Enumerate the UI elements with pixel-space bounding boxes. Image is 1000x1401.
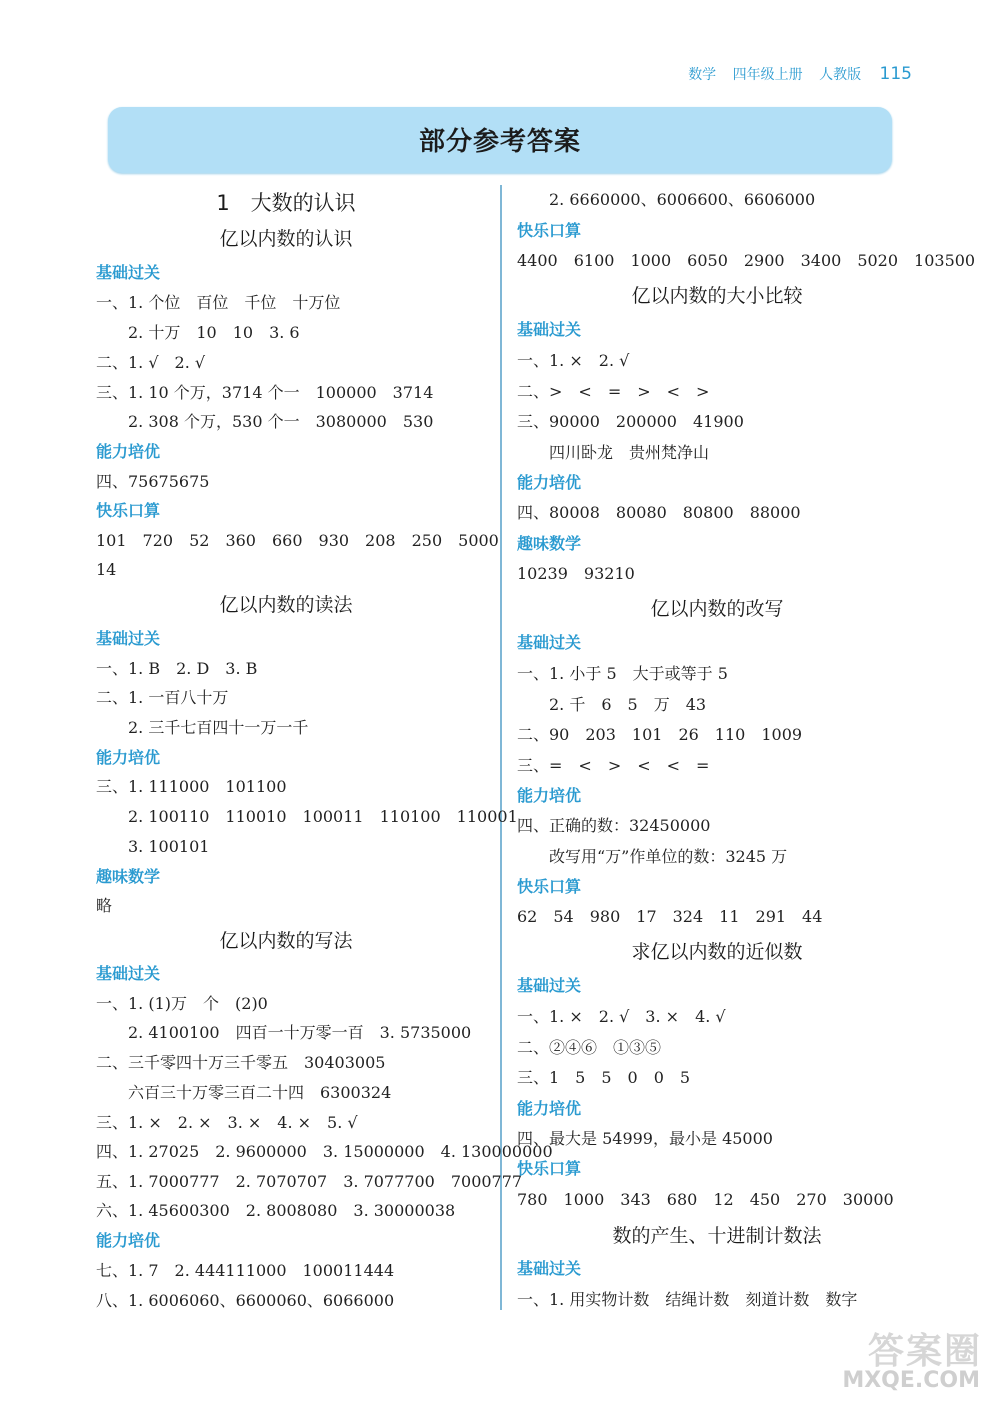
section-heading: 快乐口算 [517, 877, 582, 896]
answer-line: 四、1. 27025 2. 9600000 3. 15000000 4. 130000000 [96, 1142, 553, 1161]
answer-line: 一、1. × 2. √ 3. × 4. √ [517, 1007, 726, 1026]
section-heading: 基础过关 [96, 263, 161, 282]
answer-line: 780 1000 343 680 12 450 270 30000 [517, 1190, 894, 1209]
answer-line: 2. 十万 10 10 3. 6 [128, 323, 300, 342]
answer-line: 四、正确的数：32450000 [517, 816, 711, 835]
answer-line: 2. 三千七百四十一万一千 [128, 718, 309, 737]
answer-line: 10239 93210 [517, 564, 635, 583]
page-title: 部分参考答案 [418, 127, 581, 157]
section-heading: 基础过关 [517, 320, 582, 339]
answer-line: 四、最大是 54999，最小是 45000 [517, 1129, 773, 1148]
header-edition: 人教版 [819, 67, 862, 83]
answer-line: 改写用“万”作单位的数：3245 万 [549, 847, 788, 866]
topic-title: 亿以内数的认识 [219, 228, 353, 250]
answer-line: 一、1. 个位 百位 千位 十万位 [96, 293, 341, 312]
page-number: 115 [879, 64, 912, 84]
answer-line: 四川卧龙 贵州梵净山 [549, 443, 710, 462]
section-heading: 基础过关 [96, 964, 161, 983]
answer-line: 3. 100101 [128, 837, 210, 856]
answer-line: 三、1. 111000 101100 [96, 777, 287, 796]
watermark-bottom: MXQE.COM [842, 1368, 980, 1393]
answer-line: 62 54 980 17 324 11 291 44 [517, 907, 823, 926]
topic-title: 亿以内数的写法 [219, 930, 353, 952]
answer-line: 六、1. 45600300 2. 8008080 3. 30000038 [96, 1201, 456, 1220]
topic-title: 求亿以内数的近似数 [631, 941, 803, 963]
answer-line: 一、1. 用实物计数 结绳计数 刻道计数 数字 [517, 1290, 858, 1309]
answer-line: 三、90000 200000 41900 [517, 412, 744, 431]
section-heading: 基础过关 [96, 629, 161, 648]
answer-line: 二、90 203 101 26 110 1009 [517, 725, 803, 744]
section-heading: 能力培优 [517, 1099, 582, 1118]
answer-line: 2. 千 6 5 万 43 [549, 695, 707, 714]
topic-title: 亿以内数的改写 [650, 598, 784, 620]
answer-line: 4400 6100 1000 6050 2900 3400 5020 103500 [517, 251, 976, 270]
answer-line: 二、三千零四十万三千零五 30403005 [96, 1053, 386, 1072]
watermark-top: 答案圈 [867, 1331, 982, 1372]
section-heading: 能力培优 [517, 786, 582, 805]
answer-line: 二、1. √ 2. √ [96, 353, 206, 372]
answer-line: 三、1 5 5 0 0 5 [517, 1068, 691, 1087]
answer-line: 二、> < = > < > [517, 382, 710, 401]
answer-line: 14 [96, 560, 117, 579]
page-header [676, 64, 912, 84]
answer-line: 2. 100110 110010 100011 110100 110001 [128, 807, 518, 826]
topic-title: 亿以内数的读法 [219, 594, 353, 616]
answer-line: 2. 308 个万，530 个一 3080000 530 [128, 412, 434, 431]
header-grade: 四年级上册 [732, 67, 803, 83]
section-heading: 能力培优 [517, 473, 582, 492]
answer-line: 五、1. 7000777 2. 7070707 3. 7077700 7000777 [96, 1172, 523, 1191]
answer-line: 略 [96, 896, 113, 915]
title-banner [108, 107, 892, 173]
answer-line: 101 720 52 360 660 930 208 250 5000 [96, 531, 499, 550]
section-heading: 快乐口算 [517, 221, 582, 240]
answer-line: 八、1. 6006060、6600060、6066000 [96, 1291, 395, 1310]
answer-line: 三、= < > < < = [517, 756, 710, 775]
section-heading: 能力培优 [96, 1231, 161, 1250]
section-heading: 快乐口算 [517, 1159, 582, 1178]
answer-line: 二、1. 一百八十万 [96, 688, 229, 707]
section-heading: 趣味数学 [96, 867, 161, 886]
answer-line: 六百三十万零三百二十四 6300324 [128, 1083, 392, 1102]
answer-line: 一、1. (1)万 个 (2)0 [96, 994, 268, 1013]
answer-line: 七、1. 7 2. 444111000 100011444 [96, 1261, 395, 1280]
section-heading: 快乐口算 [96, 501, 161, 520]
answer-line: 四、75675675 [96, 472, 210, 491]
answer-line: 2. 6660000、6006600、6606000 [549, 190, 816, 209]
section-heading: 能力培优 [96, 748, 161, 767]
section-heading: 基础过关 [517, 633, 582, 652]
answer-line: 一、1. × 2. √ [517, 351, 630, 370]
answer-line: 三、1. × 2. × 3. × 4. × 5. √ [96, 1113, 358, 1132]
section-heading: 基础过关 [517, 1259, 582, 1278]
header-subject: 数学 [688, 67, 717, 83]
topic-title: 亿以内数的大小比较 [631, 285, 803, 307]
section-heading: 基础过关 [517, 976, 582, 995]
answer-line: 2. 4100100 四百一十万零一百 3. 5735000 [128, 1023, 472, 1042]
topic-title: 数的产生、十进制计数法 [612, 1225, 822, 1247]
answer-line: 四、80008 80080 80800 88000 [517, 503, 801, 522]
answer-line: 一、1. B 2. D 3. B [96, 659, 258, 678]
watermark-logo [810, 1323, 990, 1393]
section-heading: 趣味数学 [517, 534, 582, 553]
topic-title: 1 大数的认识 [216, 191, 356, 215]
section-heading: 能力培优 [96, 442, 161, 461]
answer-line: 三、1. 10 个万，3714 个一 100000 3714 [96, 383, 434, 402]
answer-line: 一、1. 小于 5 大于或等于 5 [517, 664, 728, 683]
answer-line: 二、②④⑥ ①③⑤ [517, 1038, 662, 1057]
